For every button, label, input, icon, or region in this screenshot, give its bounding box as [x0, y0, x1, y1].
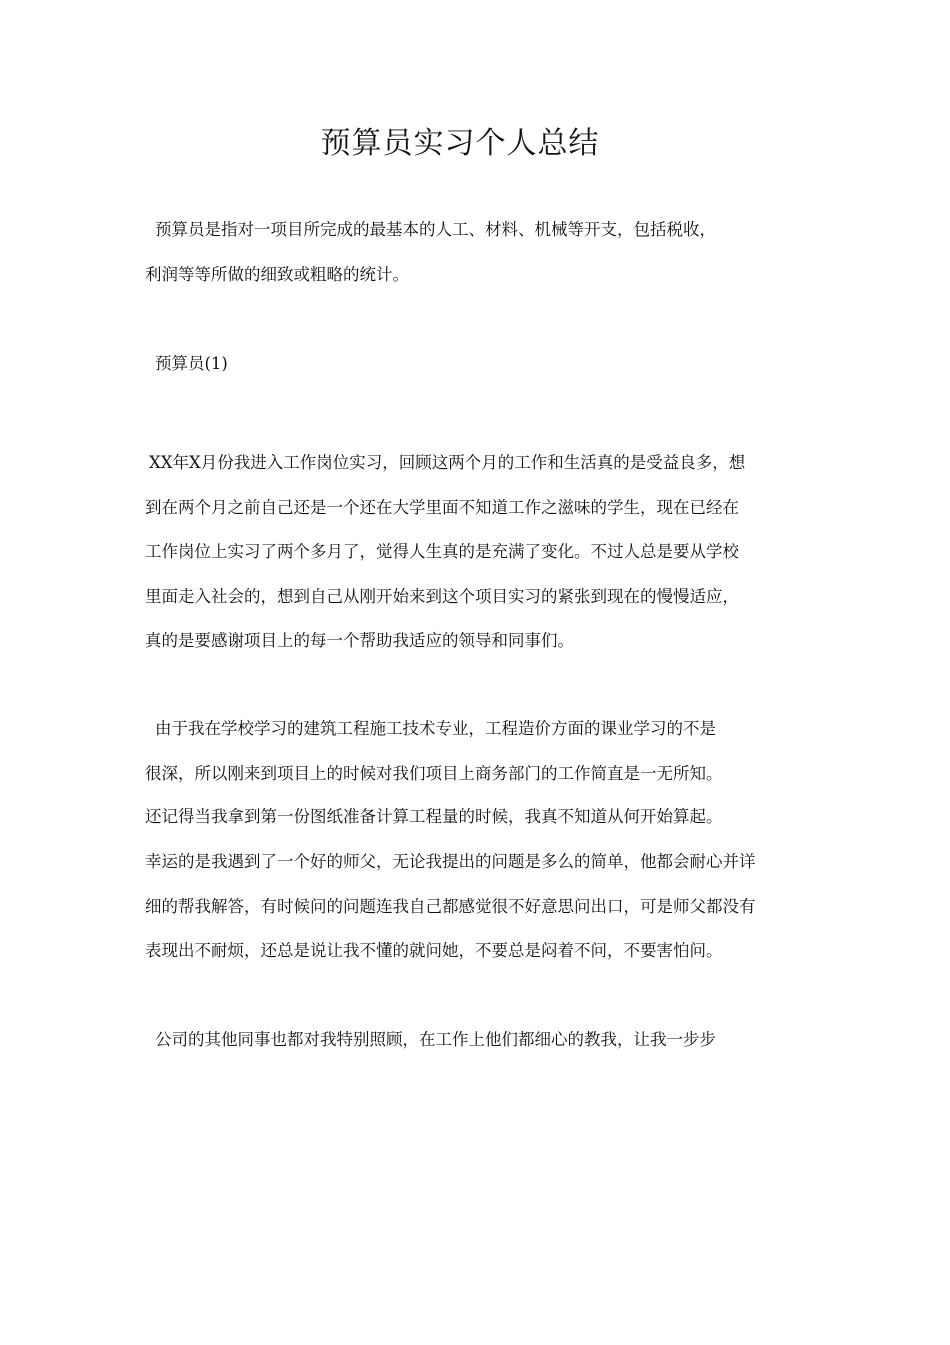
- document-title: 预算员实习个人总结: [320, 126, 600, 161]
- paragraph-line: 工作岗位上实习了两个多月了，觉得人生真的是充满了变化。不过人总是要从学校: [145, 542, 739, 561]
- paragraph-line: XX年X月份我进入工作岗位实习，回顾这两个月的工作和生活真的是受益良多，想: [149, 453, 746, 472]
- paragraph-line: 还记得当我拿到第一份图纸准备计算工程量的时候，我真不知道从何开始算起。: [145, 807, 723, 826]
- paragraph-line: 预算员是指对一项目所完成的最基本的人工、材料、机械等开支，包括税收，: [155, 220, 716, 239]
- section-heading: 预算员(1): [155, 354, 228, 373]
- paragraph-line: 真的是要感谢项目上的每一个帮助我适应的领导和同事们。: [145, 631, 574, 650]
- paragraph-line: 幸运的是我遇到了一个好的师父，无论我提出的问题是多么的简单，他都会耐心并详: [145, 852, 756, 871]
- paragraph-line: 表现出不耐烦，还总是说让我不懂的就问她，不要总是闷着不问，不要害怕问。: [145, 941, 723, 960]
- paragraph-line: 到在两个月之前自己还是一个还在大学里面不知道工作之滋味的学生，现在已经在: [145, 498, 739, 517]
- paragraph-line: 里面走入社会的，想到自己从刚开始来到这个项目实习的紧张到现在的慢慢适应，: [145, 587, 739, 606]
- paragraph-line: 细的帮我解答，有时候问的问题连我自己都感觉很不好意思问出口，可是师父都没有: [145, 897, 756, 916]
- paragraph-line: 利润等等所做的细致或粗略的统计。: [145, 265, 409, 284]
- paragraph-line: 公司的其他同事也都对我特别照顾，在工作上他们都细心的教我，让我一步步: [155, 1030, 716, 1049]
- paragraph-line: 很深，所以刚来到项目上的时候对我们项目上商务部门的工作简直是一无所知。: [145, 764, 723, 783]
- paragraph-line: 由于我在学校学习的建筑工程施工技术专业，工程造价方面的课业学习的不是: [155, 719, 716, 738]
